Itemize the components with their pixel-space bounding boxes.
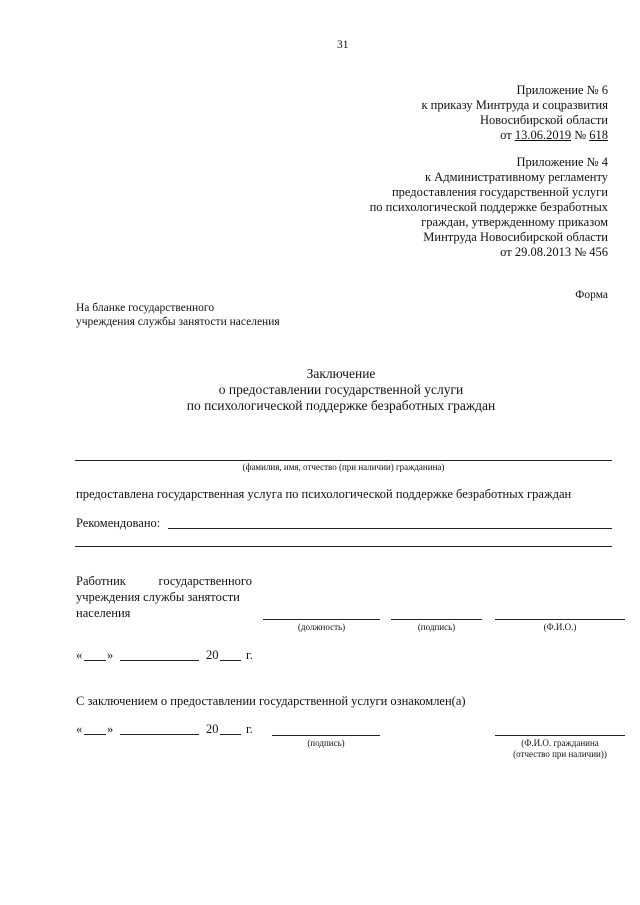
date1-day-line <box>84 660 106 661</box>
appendix6-line1: Приложение № 6 <box>516 83 608 97</box>
date2-year-suffix: г. <box>246 722 253 736</box>
recommended-line-1 <box>168 528 612 529</box>
date2-day-line <box>84 734 106 735</box>
date1-month-line <box>120 660 199 661</box>
recommended-label: Рекомендовано: <box>76 516 161 530</box>
date2-open-quote: « <box>76 722 83 736</box>
citizen-name-sign-line <box>495 735 625 736</box>
date2-close-quote: » <box>107 722 114 736</box>
page-number: 31 <box>337 39 349 51</box>
recommended-line-2 <box>75 546 612 547</box>
name-caption: (Ф.И.О.) <box>543 622 577 632</box>
appendix4-line1: Приложение № 4 <box>516 155 608 169</box>
date1-open-quote: « <box>76 648 83 662</box>
citizen-name-caption-1: (Ф.И.О. гражданина <box>521 738 599 748</box>
appendix6-number: 618 <box>589 128 608 142</box>
date1-year-line <box>220 660 241 661</box>
citizen-signature-line <box>272 735 380 736</box>
title-line1: Заключение <box>306 366 376 381</box>
appendix6-number-sign: № <box>571 128 590 142</box>
employee-line3: населения <box>76 606 131 620</box>
position-caption: (должность) <box>297 622 346 632</box>
date1-close-quote: » <box>107 648 114 662</box>
appendix4-line4: по психологической поддержке безработных <box>369 200 608 214</box>
position-line <box>263 619 380 620</box>
appendix6-date: 13.06.2019 <box>514 128 572 142</box>
appendix4-line5: граждан, утвержденному приказом <box>421 215 608 229</box>
appendix4-line3: предоставления государственной услуги <box>391 185 608 199</box>
appendix4-line6: Минтруда Новосибирской области <box>423 230 608 244</box>
service-provided-text: предоставлена государственная услуга по психологической поддержке безработных граждан <box>76 487 572 501</box>
name-line <box>495 619 625 620</box>
letterhead-line2: учреждения службы занятости населения <box>76 316 280 328</box>
employee-word-worker: Работник <box>76 574 126 588</box>
citizen-name-line <box>75 460 612 461</box>
appendix4-line2: к Административному регламенту <box>424 170 608 184</box>
employee-line2: учреждения службы занятости <box>76 590 240 604</box>
citizen-name-caption-2: (отчество при наличии)) <box>513 749 607 759</box>
date2-month-line <box>120 734 199 735</box>
date2-year-line <box>220 734 241 735</box>
signature-line <box>391 619 482 620</box>
appendix6-date-line <box>500 128 608 144</box>
date2-year-prefix: 20 <box>206 722 219 736</box>
letterhead-line1: На бланке государственного <box>76 302 215 314</box>
form-label: Форма <box>575 289 608 301</box>
date1-year-prefix: 20 <box>206 648 219 662</box>
appendix6-line2: к приказу Минтруда и соцразвития <box>421 98 608 112</box>
title-line2: о предоставлении государственной услуги <box>218 382 464 397</box>
appendix4-line7: от 29.08.2013 № 456 <box>500 245 608 259</box>
acknowledged-text: С заключением о предоставлении государственной услуги ознакомлен(а) <box>76 694 466 708</box>
appendix6-line3: Новосибирской области <box>479 113 608 127</box>
title-line3: по психологической поддержке безработных граждан <box>186 398 496 413</box>
citizen-name-caption: (фамилия, имя, отчество (при наличии) гражданина) <box>242 462 445 472</box>
citizen-signature-caption: (подпись) <box>307 738 345 748</box>
signature-caption: (подпись) <box>417 622 456 632</box>
appendix6-date-prefix: от <box>500 128 515 142</box>
employee-word-state: государственного <box>158 574 252 588</box>
date1-year-suffix: г. <box>246 648 253 662</box>
